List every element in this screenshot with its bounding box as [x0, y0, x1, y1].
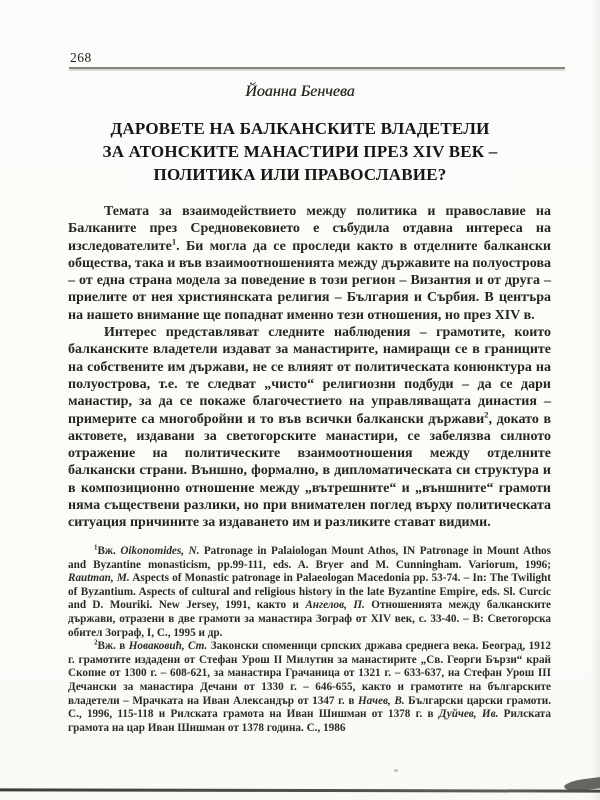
page-number: 268 — [70, 50, 92, 65]
paragraph: Темата за взаимодействието между политика и православие на Балканите през Средновековието е събудила отдавна интереса на изследователите$^1$. Би могла да се проследи както в отделните балкански общества, така и във взаимоотношенията между държавите на полуострова – от една страна модела за поведение в този регион – Византия и от друга – приелите от нея християнската религия – България и Сърбия. В центъра на нашето внимание ще попаднат именно тези отношения, но през XIV в. — [68, 204, 552, 323]
article-body — [68, 203, 551, 532]
article-title-line: ПОЛИТИКА ИЛИ ПРАВОСЛАВИЕ? — [153, 165, 447, 184]
footnote: $^2$Вж. в Новаковић, Ст. Законски споменици српских држава среднега века. Београд, 1912 г. грамотите издадени от Стефан Урош II Милутин за манастирите „Св. Георги Бързи“ край Скопие от 1300 г. – 608-621, за манастира Грачаница от 1321 г. – 633-637, на Стефан Урош III Дечански за манастира Дечани от 1330 г. – 646-655, както и грамотите на българските владетели – Мрачката на Иван Александър от 1347 г. в Начев, В. Български царски грамоти. С., 1996, 115-118 и Рилската грамота на Иван Шишман от 1378 г. в Дуйчев, Ив. Рилската грамота на цар Иван Шишман от 1378 година. С., 1986 — [68, 638, 551, 734]
author-name: Йоанна Бенчева — [245, 83, 355, 100]
paragraph: Интерес представляват следните наблюдения – грамотите, които балканските владетели издават за манастирите, намиращи се в границите на собствените им държави, не се влияят от политическата конюнктура на полуострова, т.е. те следват „чисто“ религиозни подбуди – да се дари манастир, за да се покаже благочестието на управляващата династия – примерите са многобройни и то във всички балкански държави$^2$, докато в актовете, издавани за светогорските манастири, се забелязва силното отражение на политическите взаимоотношения между отделните балкански страни. Външно, формално, в дипломатическата си структура и в композиционно отношение между „вътрешните“ и „външните“ грамоти няма съществени разлики, но при внимателен поглед върху политическата ситуация причините за издаването им и разликите стават видими. — [68, 325, 551, 531]
scan-speck-artifact — [394, 769, 398, 772]
header-rule — [69, 67, 565, 69]
footnotes-block — [68, 545, 551, 735]
footnote: $^1$Вж. Oikonomides, N. Patronage in Palaiologan Mount Athos, IN Patronage in Mount Athos and Byzantine monasticism, pp.99-111, eds. A. Bryer and M. Cunningham. Variorum, 1996; Rautman, M. Aspects of Monastic patronage in Palaeologan Macedonia pp. 53-74. – In: The Twilight of Byzantium. Aspects of cultural and religious history in the late Byzantine Empire, eds. Sl. Curcic and D. Mouriki. New Jersey, 1991, както и Ангелов, П. Отношенията между балканските държави, отразени в две грамоти за манастира Зограф от XIV век, с. 33-40. – В: Светогорска обител Зограф, I, С., 1995 и др. — [68, 543, 552, 639]
article-title-line: ДАРОВЕТЕ НА БАЛКАНСКИТЕ ВЛАДЕТЕЛИ — [110, 119, 490, 138]
article-title-line: ЗА АТОНСКИТЕ МАНАСТИРИ ПРЕЗ XIV ВЕК – — [102, 142, 498, 161]
scan-edge-artifact — [0, 788, 600, 792]
article-title — [0, 117, 600, 186]
